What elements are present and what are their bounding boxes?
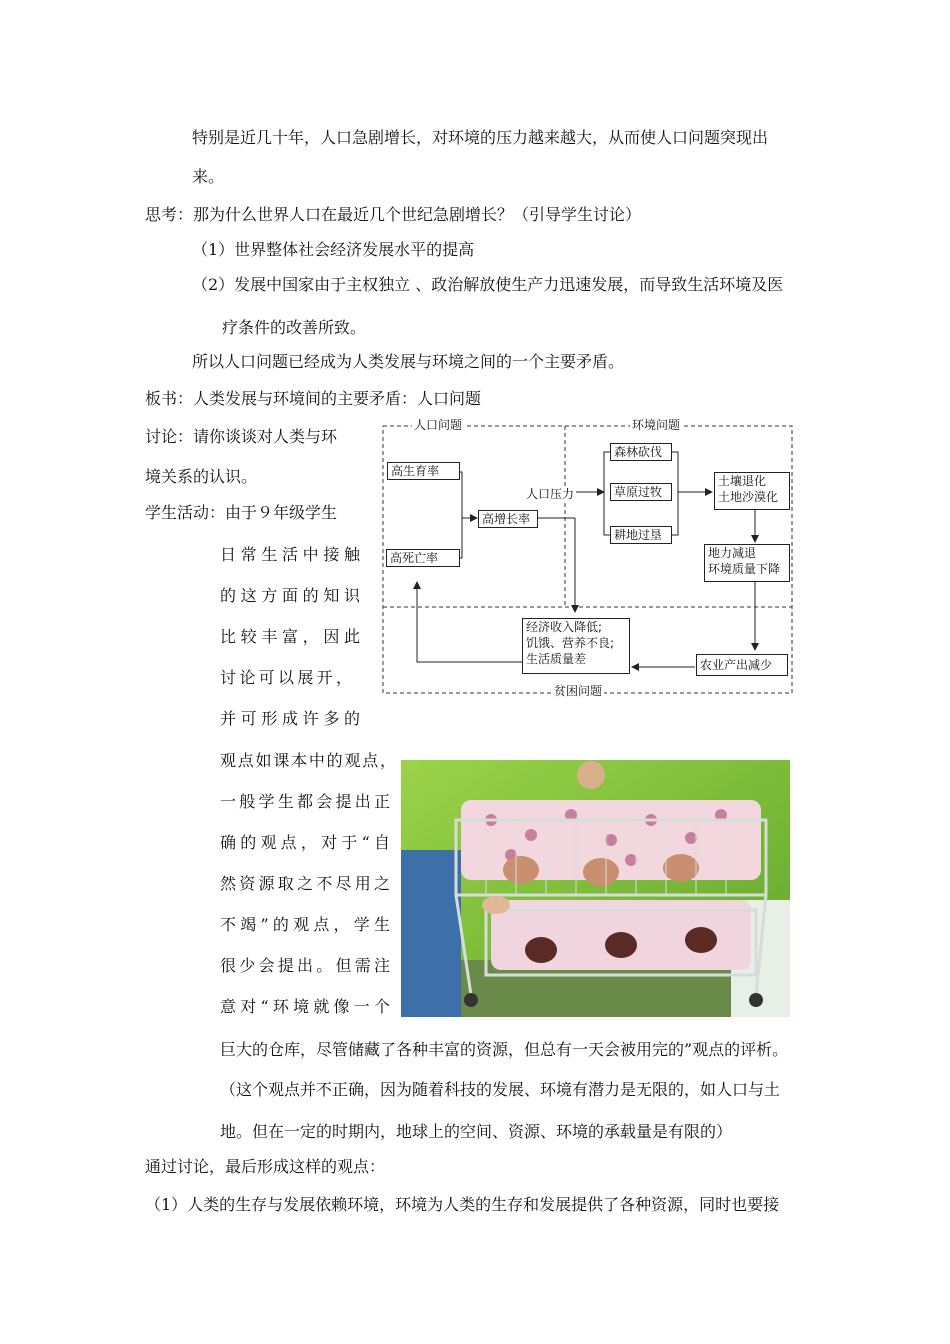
narrow-line: 比较丰富，因此 — [220, 627, 360, 646]
narrow-line: 然资源取之不尽用之 — [220, 874, 390, 893]
narrow-line: 并可形成许多的 — [220, 709, 360, 728]
paragraph-line: 所以人口问题已经成为人类发展与环境之间的一个主要矛盾。 — [192, 352, 625, 371]
narrow-line: 意对“环境就像一个 — [220, 997, 390, 1016]
narrow-line: 的这方面的知识 — [220, 586, 360, 605]
high-birth-box: 高生育率 — [387, 462, 460, 480]
pressure-label: 人口压力 — [526, 487, 575, 501]
infants-trolley-photo — [401, 760, 790, 1017]
narrow-line: 不竭”的观点，学生 — [220, 915, 390, 934]
soil-degradation-box — [714, 472, 790, 510]
narrow-line: 确的观点，对于“自 — [220, 833, 390, 852]
econ-box — [522, 618, 630, 674]
paragraph-line: 巨大的仓库，尽管储藏了各种丰富的资源，但总有一天会被用完的”观点的评析。 — [220, 1040, 789, 1059]
paragraph-line: （2）发展中国家由于主权独立 、政治解放使生产力迅速发展，而导致生活环境及医 — [192, 275, 784, 294]
student-activity: 学生活动：由于９年级学生 — [145, 503, 338, 522]
population-environment-diagram — [382, 418, 794, 698]
paragraph-line: 特别是近几十年，人口急剧增长，对环境的压力越来越大，从而使人口问题突现出 — [192, 128, 769, 147]
discussion-prompt: 境关系的认识。 — [145, 467, 258, 486]
econ-hunger-line: 饥饿、营养不良; — [526, 636, 615, 650]
paragraph-line: 通过讨论，最后形成这样的观点： — [145, 1157, 386, 1176]
board-note: 板书：人类发展与环境间的主要矛盾：人口问题 — [145, 389, 482, 408]
paragraph-line: 疗条件的改善所致。 — [222, 318, 367, 337]
region-population-label: 人口问题 — [414, 418, 463, 432]
overcultivation-box: 耕地过垦 — [610, 526, 672, 544]
paragraph-line: （这个观点并不正确，因为随着科技的发展、环境有潜力是无限的，如人口与土 — [220, 1080, 781, 1099]
econ-income-line: 经济收入降低; — [526, 620, 603, 634]
paragraph-line: 思考：那为什么世界人口在最近几个世纪急剧增长？（引导学生讨论） — [145, 205, 642, 224]
fertility-decline-line: 地力减退 — [708, 546, 757, 560]
paragraph-line: （1）世界整体社会经济发展水平的提高 — [192, 240, 475, 259]
environment-quality-line: 环境质量下降 — [708, 562, 781, 576]
soil-degradation-line: 土壤退化 — [718, 474, 767, 488]
overgrazing-box: 草原过牧 — [610, 483, 672, 501]
paragraph-line: 来。 — [192, 167, 225, 186]
narrow-line: 讨论可以展开， — [220, 668, 352, 687]
high-growth-box: 高增长率 — [478, 510, 538, 528]
region-environment-label: 环境问题 — [632, 418, 681, 432]
fertility-decline-box — [704, 544, 790, 582]
narrow-line: 观点如课本中的观点， — [220, 751, 396, 770]
narrow-line: 日常生活中接触 — [220, 545, 360, 564]
paragraph-line: 地。但在一定的时期内，地球上的空间、资源、环境的承载量是有限的） — [220, 1122, 733, 1141]
discussion-prompt: 讨论：请你谈谈对人类与环 — [145, 427, 338, 446]
agri-decline-box: 农业产出减少 — [696, 654, 788, 676]
desertification-line: 土地沙漠化 — [718, 490, 779, 504]
high-death-box: 高死亡率 — [386, 549, 460, 567]
deforestation-box: 森林砍伐 — [610, 443, 672, 461]
region-poverty-label: 贫困问题 — [554, 684, 603, 698]
narrow-line: 一般学生都会提出正 — [220, 792, 390, 811]
paragraph-line: （1）人类的生存与发展依赖环境，环境为人类的生存和发展提供了各种资源，同时也要接 — [145, 1195, 780, 1214]
narrow-line: 很少会提出。但需注 — [220, 956, 390, 975]
photo-illustration — [401, 760, 790, 1017]
econ-quality-line: 生活质量差 — [526, 652, 587, 666]
